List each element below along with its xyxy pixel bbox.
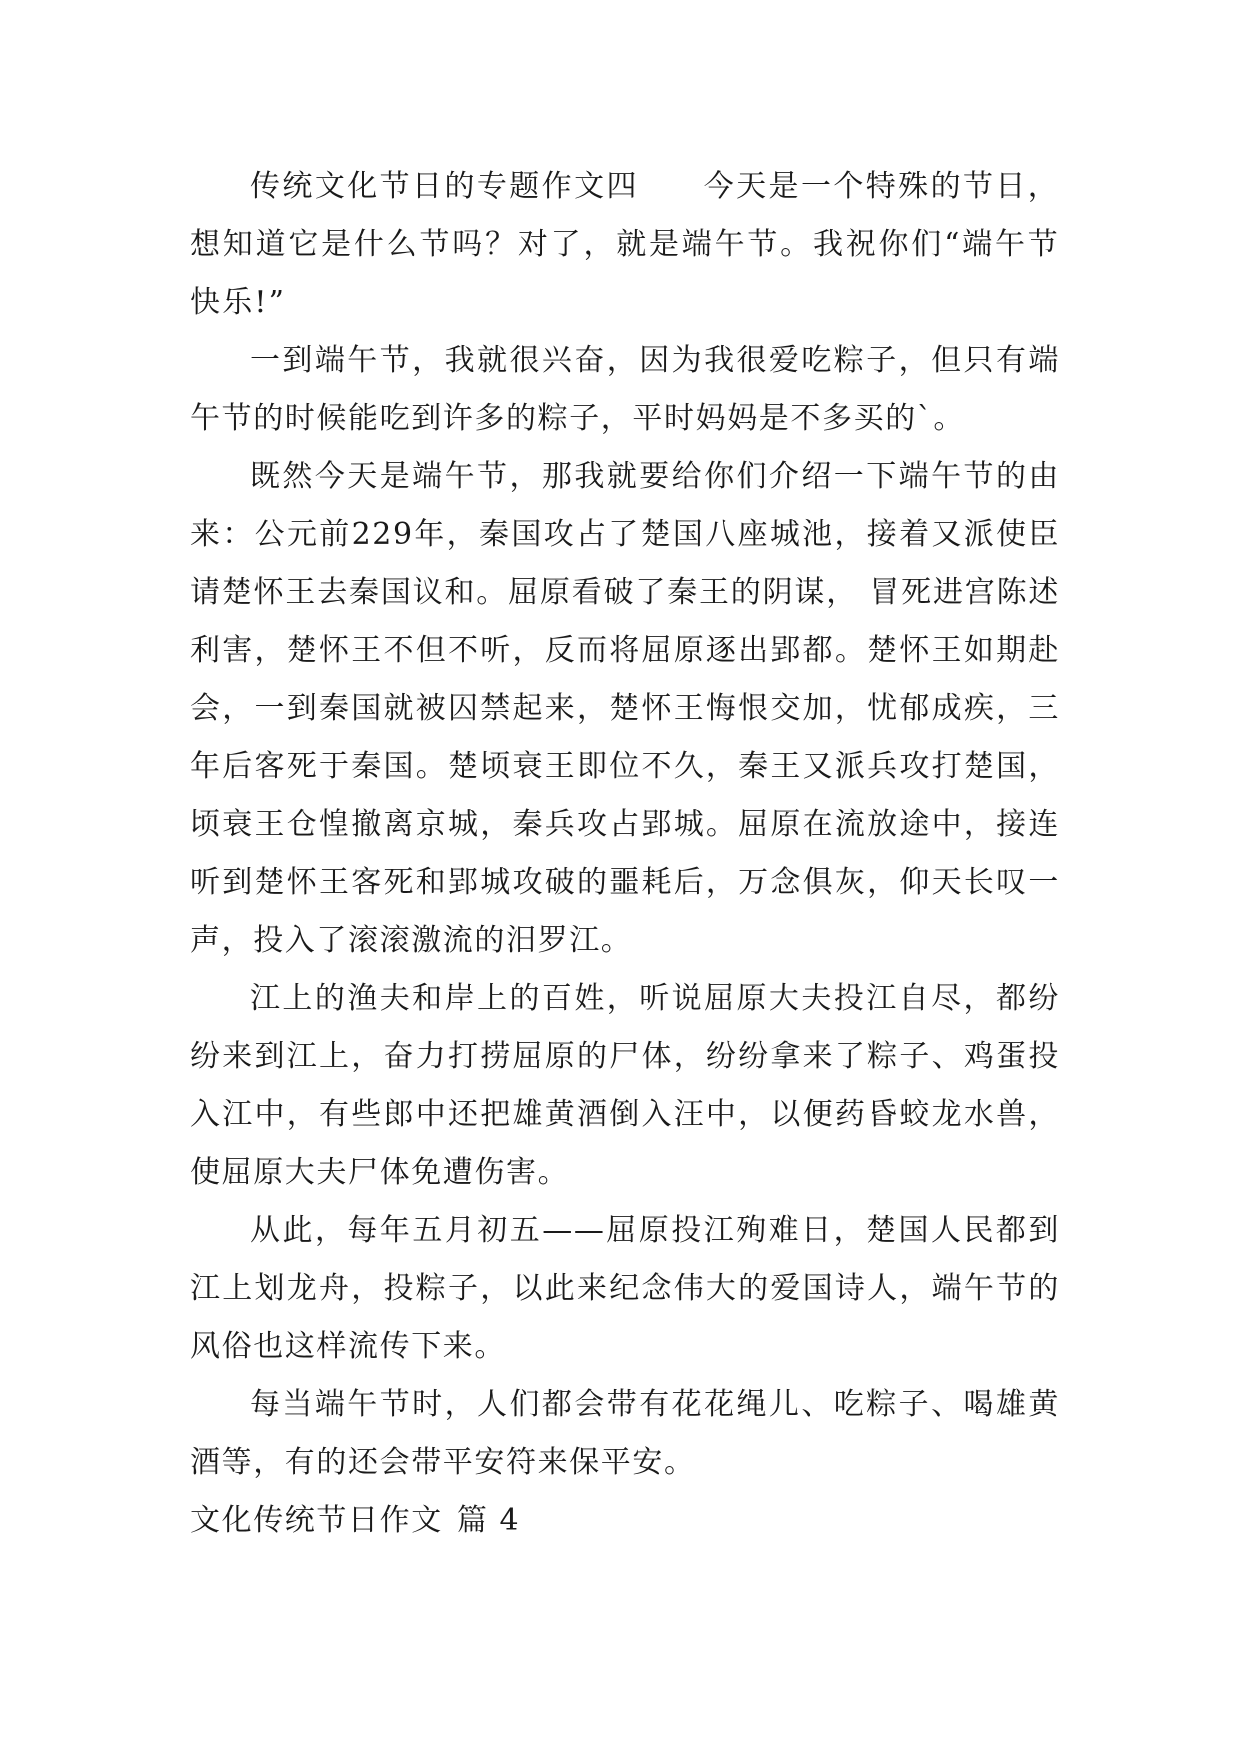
section-heading-title: 文化传统节日作文 [190,1503,443,1538]
paragraph-traditions: 每当端午节时，人们都会带有花花绳儿、吃粽子、喝雄黄酒等，有的还会带平安符来保平安。 [190,1387,1060,1480]
article-body [190,158,1060,1550]
section-heading-part: 篇 4 [456,1503,521,1538]
paragraph-villagers: 江上的渔夫和岸上的百姓，听说屈原大夫投江自尽，都纷纷来到江上，奋力打捞屈原的尸体，纷纷拿来了粽子、鸡蛋投入江中，有些郎中还把雄黄酒倒入汪中，以便药昏蛟龙水兽，使屈原大夫尸体免遭伤害。 [190,981,1060,1190]
paragraph-custom: 从此，每年五月初五——屈原投江殉难日，楚国人民都到江上划龙舟，投粽子，以此来纪念伟大的爱国诗人，端午节的风俗也这样流传下来。 [190,1213,1060,1364]
paragraph-origin: 既然今天是端午节，那我就要给你们介绍一下端午节的由来：公元前229年，秦国攻占了楚国八座城池，接着又派使臣请楚怀王去秦国议和。屈原看破了秦王的阴谋， 冒死进宫陈述利害，楚怀王不但不听，反而将屈原逐出郢都。楚怀王如期赴会，一到秦国就被囚禁起来，楚怀王悔恨交加，忧郁成疾，三年后客死于秦国。楚顷衰王即位不久，秦王又派兵攻打楚国，顷衰王仓惶撤离京城，秦兵攻占郢城。屈原在流放途中，接连听到楚怀王客死和郢城攻破的噩耗后，万念俱灰，仰天长叹一声，投入了滚滚激流的汨罗江。 [190,459,1060,958]
paragraph-intro: 传统文化节日的专题作文四 今天是一个特殊的节日，想知道它是什么节吗？对了，就是端午节。我祝你们“端午节快乐!” [190,169,1060,320]
paragraph-zongzi: 一到端午节，我就很兴奋，因为我很爱吃粽子，但只有端午节的时候能吃到许多的粽子，平时妈妈是不多买的`。 [190,343,1060,436]
section-heading [190,1492,1060,1550]
